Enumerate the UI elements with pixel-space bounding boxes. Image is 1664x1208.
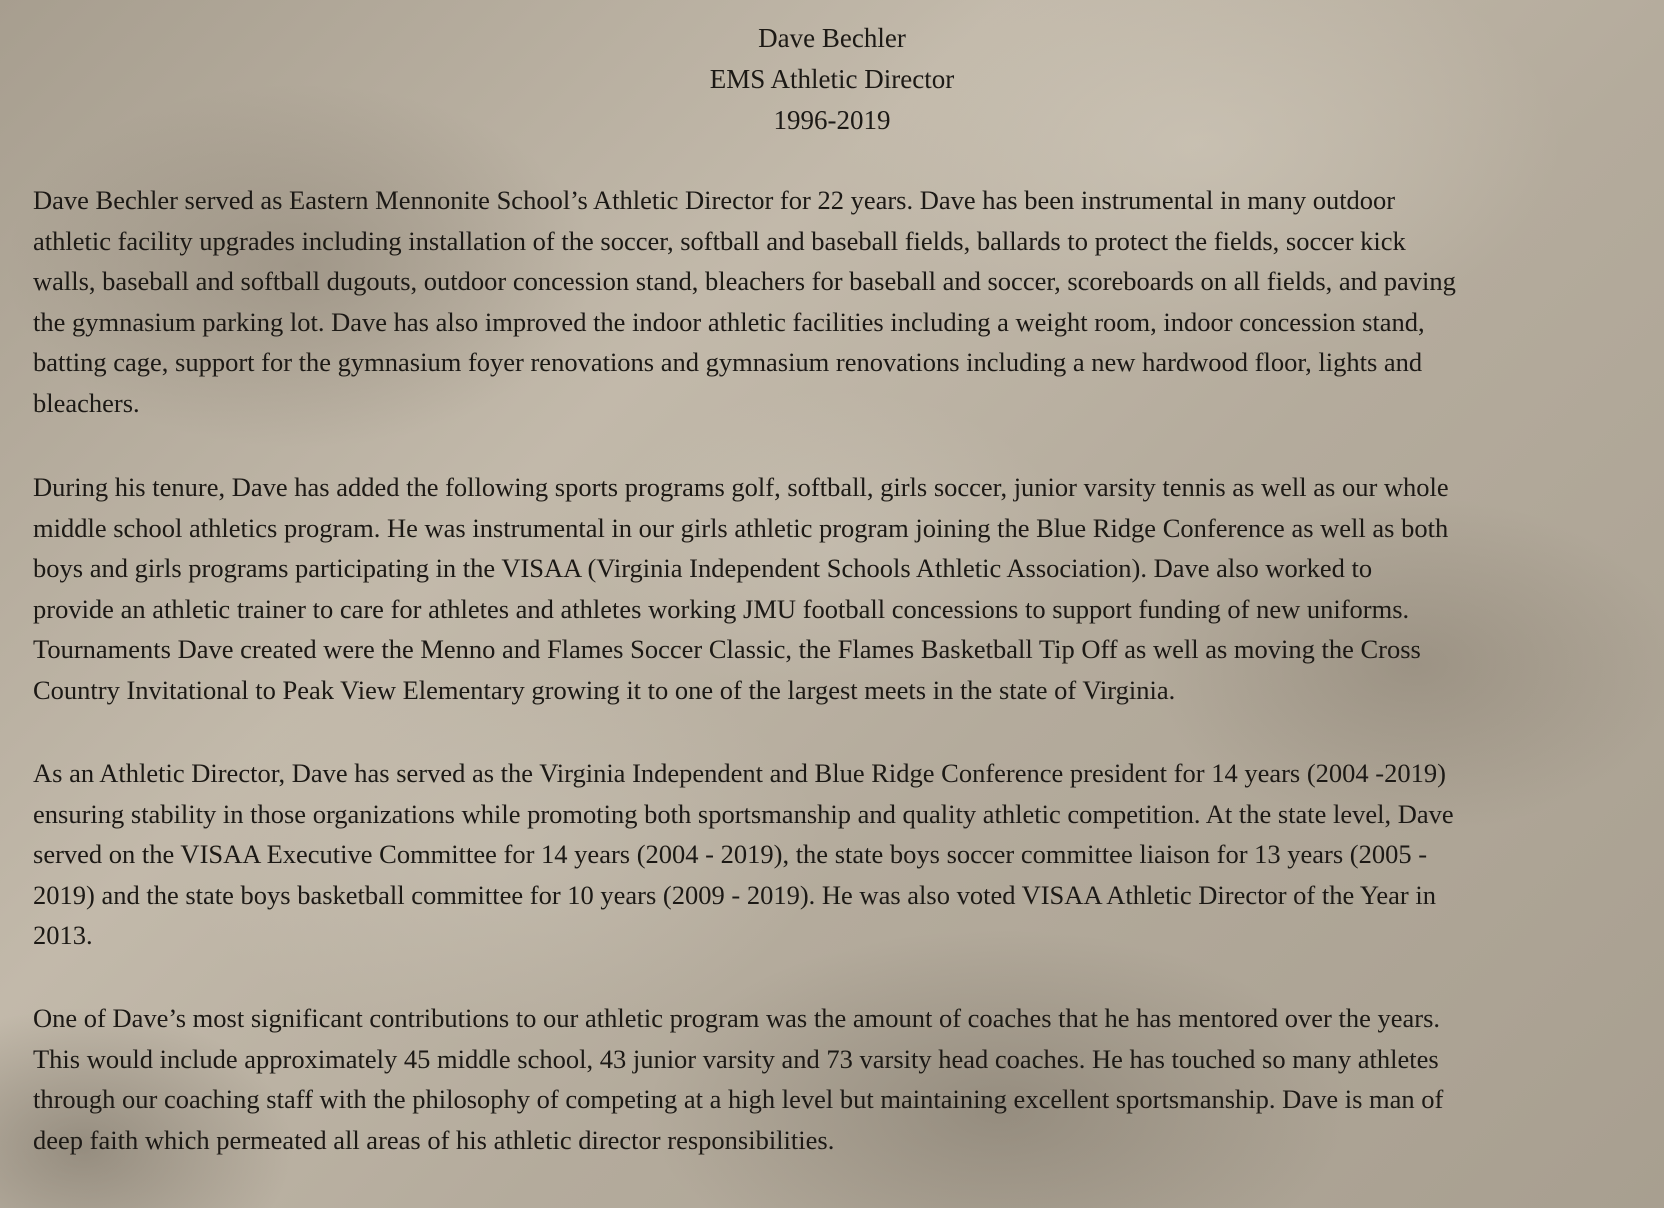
text-line: bleachers. [33, 387, 140, 418]
text-line: batting cage, support for the gymnasium foyer renovations and gymnasium renovations including a new hardwood floor, lights and [33, 347, 1423, 377]
text-line: 2019) and the state boys basketball committee for 10 years (2009 - 2019). He was also voted VISAA Athletic Director of the Year in [33, 879, 1436, 910]
text-line: During his tenure, Dave has added the following sports programs golf, softball, girls soccer, junior varsity tennis as well as our whole [33, 472, 1449, 502]
honoree-years: 1996-2019 [773, 105, 891, 135]
plaque-header [0, 18, 1664, 141]
text-line: middle school athletics program. He was instrumental in our girls athletic program joining the Blue Ridge Conference as well as both [33, 512, 1449, 543]
text-line: served on the VISAA Executive Committee for 14 years (2004 - 2019), the state boys soccer committee liaison for 13 years (2005 - [33, 839, 1428, 869]
text-line: through our coaching staff with the philosophy of competing at a high level but maintaining excellent sportsmanship. Dave is man of [33, 1084, 1444, 1114]
text-line: Country Invitational to Peak View Elementary growing it to one of the largest meets in the state of Virginia. [33, 674, 1176, 705]
text-line: Tournaments Dave created were the Menno and Flames Soccer Classic, the Flames Basketball Tip Off as well as moving the Cross [33, 634, 1421, 664]
text-line: athletic facility upgrades including installation of the soccer, softball and baseball fields, ballards to protect the fields, soccer kick [33, 225, 1406, 256]
text-line: deep faith which permeated all areas of his athletic director responsibilities. [33, 1124, 835, 1155]
text-line: ensuring stability in those organizations while promoting both sportsmanship and quality athletic competition. At the state level, Dave [33, 798, 1454, 829]
text-line: As an Athletic Director, Dave has served as the Virginia Independent and Blue Ridge Conference president for 14 years (2004 -2019) [33, 758, 1446, 788]
paragraph-facilities [33, 180, 1633, 423]
text-line: provide an athletic trainer to care for athletes and athletes working JMU football concessions to support funding of new uniforms. [33, 593, 1410, 624]
text-line: walls, baseball and softball dugouts, outdoor concession stand, bleachers for baseball and soccer, scoreboards on all fields, and paving [33, 266, 1456, 296]
text-line: the gymnasium parking lot. Dave has also improved the indoor athletic facilities including a weight room, indoor concession stand, [33, 306, 1425, 337]
text-line: This would include approximately 45 middle school, 43 junior varsity and 73 varsity head coaches. He has touched so many athletes [33, 1043, 1439, 1074]
paragraph-mentoring [33, 998, 1633, 1160]
text-line: boys and girls programs participating in the VISAA (Virginia Independent Schools Athletic Association). Dave also worked to [33, 553, 1373, 583]
text-line: 2013. [33, 920, 93, 950]
honoree-name: Dave Bechler [758, 23, 906, 53]
text-line: One of Dave’s most significant contributions to our athletic program was the amount of coaches that he has mentored over the years. [33, 1003, 1441, 1033]
text-line: Dave Bechler served as Eastern Mennonite School’s Athletic Director for 22 years. Dave has been instrumental in many outdoor [33, 185, 1396, 215]
paragraph-leadership [33, 753, 1633, 956]
honoree-role: EMS Athletic Director [709, 64, 955, 94]
paragraph-programs [33, 467, 1633, 710]
